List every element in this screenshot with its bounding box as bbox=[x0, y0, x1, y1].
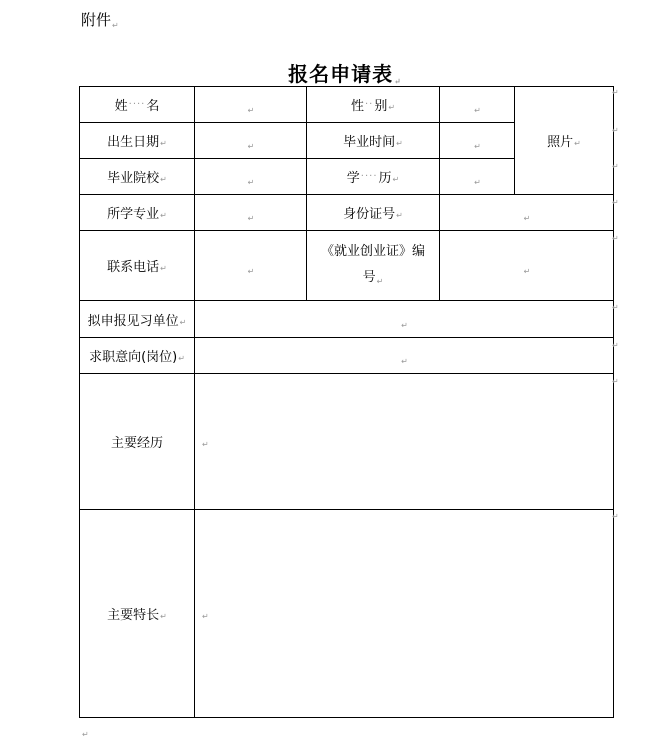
label-employment-cert-number: 《就业创业证》编 号$_↵$ bbox=[307, 231, 440, 301]
row-end-mark: ↵ bbox=[612, 162, 619, 171]
label-birth-date: 出生日期 ↵ bbox=[79, 123, 195, 159]
field-internship-unit[interactable]: ↵ bbox=[195, 301, 614, 338]
row-end-mark: ↵ bbox=[612, 126, 619, 135]
label-school: 毕业院校 ↵ bbox=[79, 159, 195, 195]
end-paragraph-mark: ↵ bbox=[82, 730, 89, 739]
application-table bbox=[79, 86, 614, 718]
field-main-experience[interactable]: ↵ bbox=[195, 374, 614, 510]
label-main-experience: 主要经历 bbox=[79, 374, 195, 510]
form-title: 报名申请表↵ bbox=[288, 62, 402, 86]
label-main-specialty: 主要特长 ↵ bbox=[79, 510, 195, 718]
field-name[interactable]: ↵ bbox=[195, 86, 307, 123]
field-birth-date[interactable]: ↵ bbox=[195, 123, 307, 159]
row-end-mark: ↵ bbox=[612, 88, 619, 97]
label-gender: 性 ·· 别 ↵ bbox=[307, 86, 440, 123]
field-employment-cert-number[interactable]: ↵ bbox=[440, 231, 614, 301]
field-education[interactable]: ↵ bbox=[440, 159, 515, 195]
label-name: 姓 ···· 名 bbox=[79, 86, 195, 123]
photo-cell[interactable]: 照片 ↵ bbox=[515, 86, 614, 195]
row-end-mark: ↵ bbox=[612, 303, 619, 312]
field-grad-time[interactable]: ↵ bbox=[440, 123, 515, 159]
field-school[interactable]: ↵ bbox=[195, 159, 307, 195]
field-phone[interactable]: ↵ bbox=[195, 231, 307, 301]
label-job-intent: 求职意向(岗位) ↵ bbox=[79, 338, 195, 374]
row-end-mark: ↵ bbox=[612, 377, 619, 386]
label-education: 学 ···· 历 ↵ bbox=[307, 159, 440, 195]
label-phone: 联系电话 ↵ bbox=[79, 231, 195, 301]
row-end-mark: ↵ bbox=[612, 512, 619, 521]
row-end-mark: ↵ bbox=[612, 234, 619, 243]
label-major: 所学专业 ↵ bbox=[79, 195, 195, 231]
row-end-mark: ↵ bbox=[612, 198, 619, 207]
label-grad-time: 毕业时间 ↵ bbox=[307, 123, 440, 159]
row-end-mark: ↵ bbox=[612, 341, 619, 350]
field-id-number[interactable]: ↵ bbox=[440, 195, 614, 231]
field-job-intent[interactable]: ↵ bbox=[195, 338, 614, 374]
field-main-specialty[interactable]: ↵ bbox=[195, 510, 614, 718]
label-internship-unit: 拟申报见习单位 ↵ bbox=[79, 301, 195, 338]
label-id-number: 身份证号 ↵ bbox=[307, 195, 440, 231]
field-gender[interactable]: ↵ bbox=[440, 86, 515, 123]
field-major[interactable]: ↵ bbox=[195, 195, 307, 231]
attachment-label: 附件$_↵$ bbox=[81, 11, 119, 30]
